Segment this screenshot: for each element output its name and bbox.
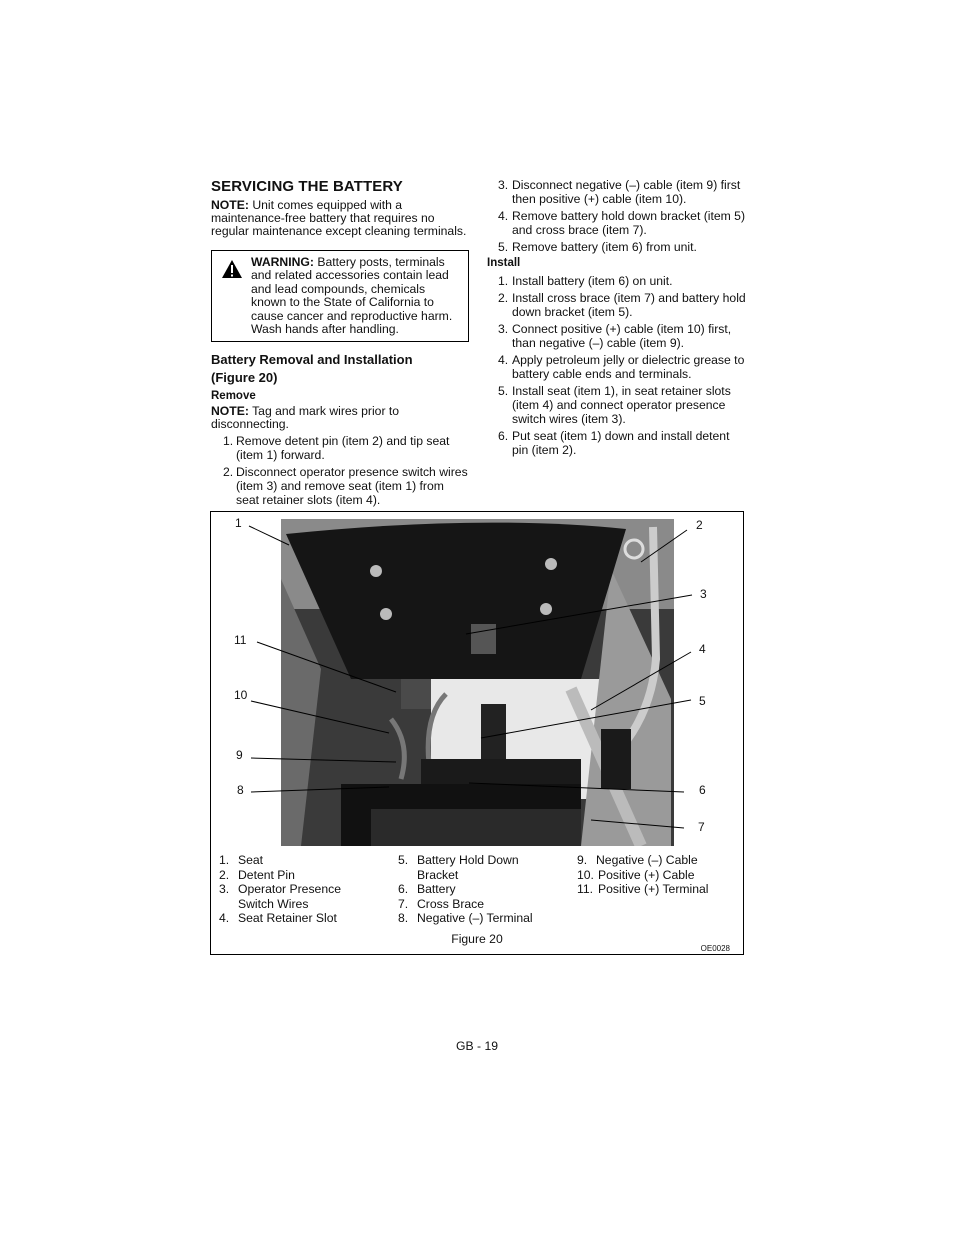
figure-code: OE0028 bbox=[700, 944, 730, 953]
legend-item: 1. Seat bbox=[219, 853, 264, 867]
legend-item: 11. Positive (+) Terminal bbox=[577, 882, 709, 896]
list-item: 3. Disconnect negative (–) cable (item 9) first then positive (+) cable (item 10). bbox=[498, 178, 741, 206]
list-item: 4. Apply petroleum jelly or dielectric grease to battery cable ends and terminals. bbox=[498, 353, 745, 381]
warning-text: Battery posts, terminals and related accessories contain lead and lead compounds, chemicals known to the State of California to cause cancer and reproductive harm. Wash hands after handling. bbox=[251, 255, 453, 337]
left-column bbox=[211, 178, 469, 510]
legend-item: 5. Battery Hold Down Bracket bbox=[398, 853, 519, 882]
subsection-heading-line1: Battery Removal and Installation bbox=[211, 352, 413, 368]
remove-steps-right bbox=[487, 178, 747, 254]
callout-1: 1 bbox=[235, 516, 242, 530]
legend-item: 10. Positive (+) Cable bbox=[577, 867, 695, 882]
list-item: 2. Disconnect operator presence switch wires (item 3) and remove seat (item 1) from seat retainer slots (item 4). bbox=[223, 465, 468, 508]
callout-9: 9 bbox=[236, 748, 243, 762]
warning-triangle-icon bbox=[221, 259, 243, 279]
note-text: Unit comes equipped with a maintenance-free battery that requires no regular maintenance except cleaning terminals. bbox=[211, 198, 467, 238]
callout-10: 10 bbox=[234, 688, 248, 702]
list-item: 1. Remove detent pin (item 2) and tip seat (item 1) forward. bbox=[223, 434, 450, 463]
legend-column-3 bbox=[577, 853, 737, 897]
legend-item: 6. Battery bbox=[398, 882, 456, 896]
section-title: SERVICING THE BATTERY bbox=[211, 178, 403, 195]
subsection-heading bbox=[211, 351, 469, 387]
list-item: 6. Put seat (item 1) down and install detent pin (item 2). bbox=[498, 429, 730, 457]
note-label: NOTE: bbox=[211, 198, 249, 212]
list-item: 3. Connect positive (+) cable (item 10) first, than negative (–) cable (item 9). bbox=[498, 322, 732, 350]
callout-7: 7 bbox=[698, 820, 705, 834]
figure-20-box bbox=[210, 511, 744, 955]
callout-5: 5 bbox=[699, 694, 706, 708]
remove-heading: Remove bbox=[211, 390, 256, 403]
remove-steps-left bbox=[211, 434, 469, 507]
callout-4: 4 bbox=[699, 642, 706, 656]
legend-item: 4. Seat Retainer Slot bbox=[219, 911, 337, 925]
legend-column-2 bbox=[398, 853, 548, 926]
right-column bbox=[487, 178, 747, 460]
callout-8: 8 bbox=[237, 783, 244, 797]
callout-11: 11 bbox=[234, 633, 247, 647]
maintenance-note bbox=[211, 199, 469, 238]
callout-3: 3 bbox=[700, 587, 707, 601]
list-item: 5. Install seat (item 1), in seat retainer slots (item 4) and connect operator presence switch wires (item 3). bbox=[498, 384, 731, 426]
legend-column-1 bbox=[219, 853, 389, 926]
warning-box bbox=[211, 250, 469, 342]
legend-item: 3. Operator Presence Switch Wires bbox=[219, 882, 341, 911]
remove-note-label: NOTE: bbox=[211, 404, 249, 419]
list-item: 5. Remove battery (item 6) from unit. bbox=[498, 240, 697, 254]
remove-note-text: Tag and mark wires prior to disconnecting. bbox=[211, 404, 400, 432]
legend-item: 7. Cross Brace bbox=[398, 896, 485, 911]
install-heading: Install bbox=[487, 257, 521, 269]
callout-6: 6 bbox=[699, 783, 706, 797]
list-item: 2. Install cross brace (item 7) and battery hold down bracket (item 5). bbox=[498, 291, 746, 319]
legend-item: 8. Negative (–) Terminal bbox=[398, 911, 533, 925]
remove-note bbox=[211, 405, 469, 431]
install-steps bbox=[487, 274, 747, 457]
figure-caption: Figure 20 bbox=[451, 932, 503, 946]
legend-item: 9. Negative (–) Cable bbox=[577, 853, 698, 867]
list-item: 4. Remove battery hold down bracket (item 5) and cross brace (item 7). bbox=[498, 209, 746, 237]
warning-label: WARNING: bbox=[251, 255, 314, 269]
list-item: 1. Install battery (item 6) on unit. bbox=[498, 274, 673, 288]
page-number: GB - 19 bbox=[456, 1039, 498, 1053]
legend-item: 2. Detent Pin bbox=[219, 867, 295, 882]
subsection-heading-line2: (Figure 20) bbox=[211, 370, 278, 386]
callout-2: 2 bbox=[696, 518, 703, 532]
